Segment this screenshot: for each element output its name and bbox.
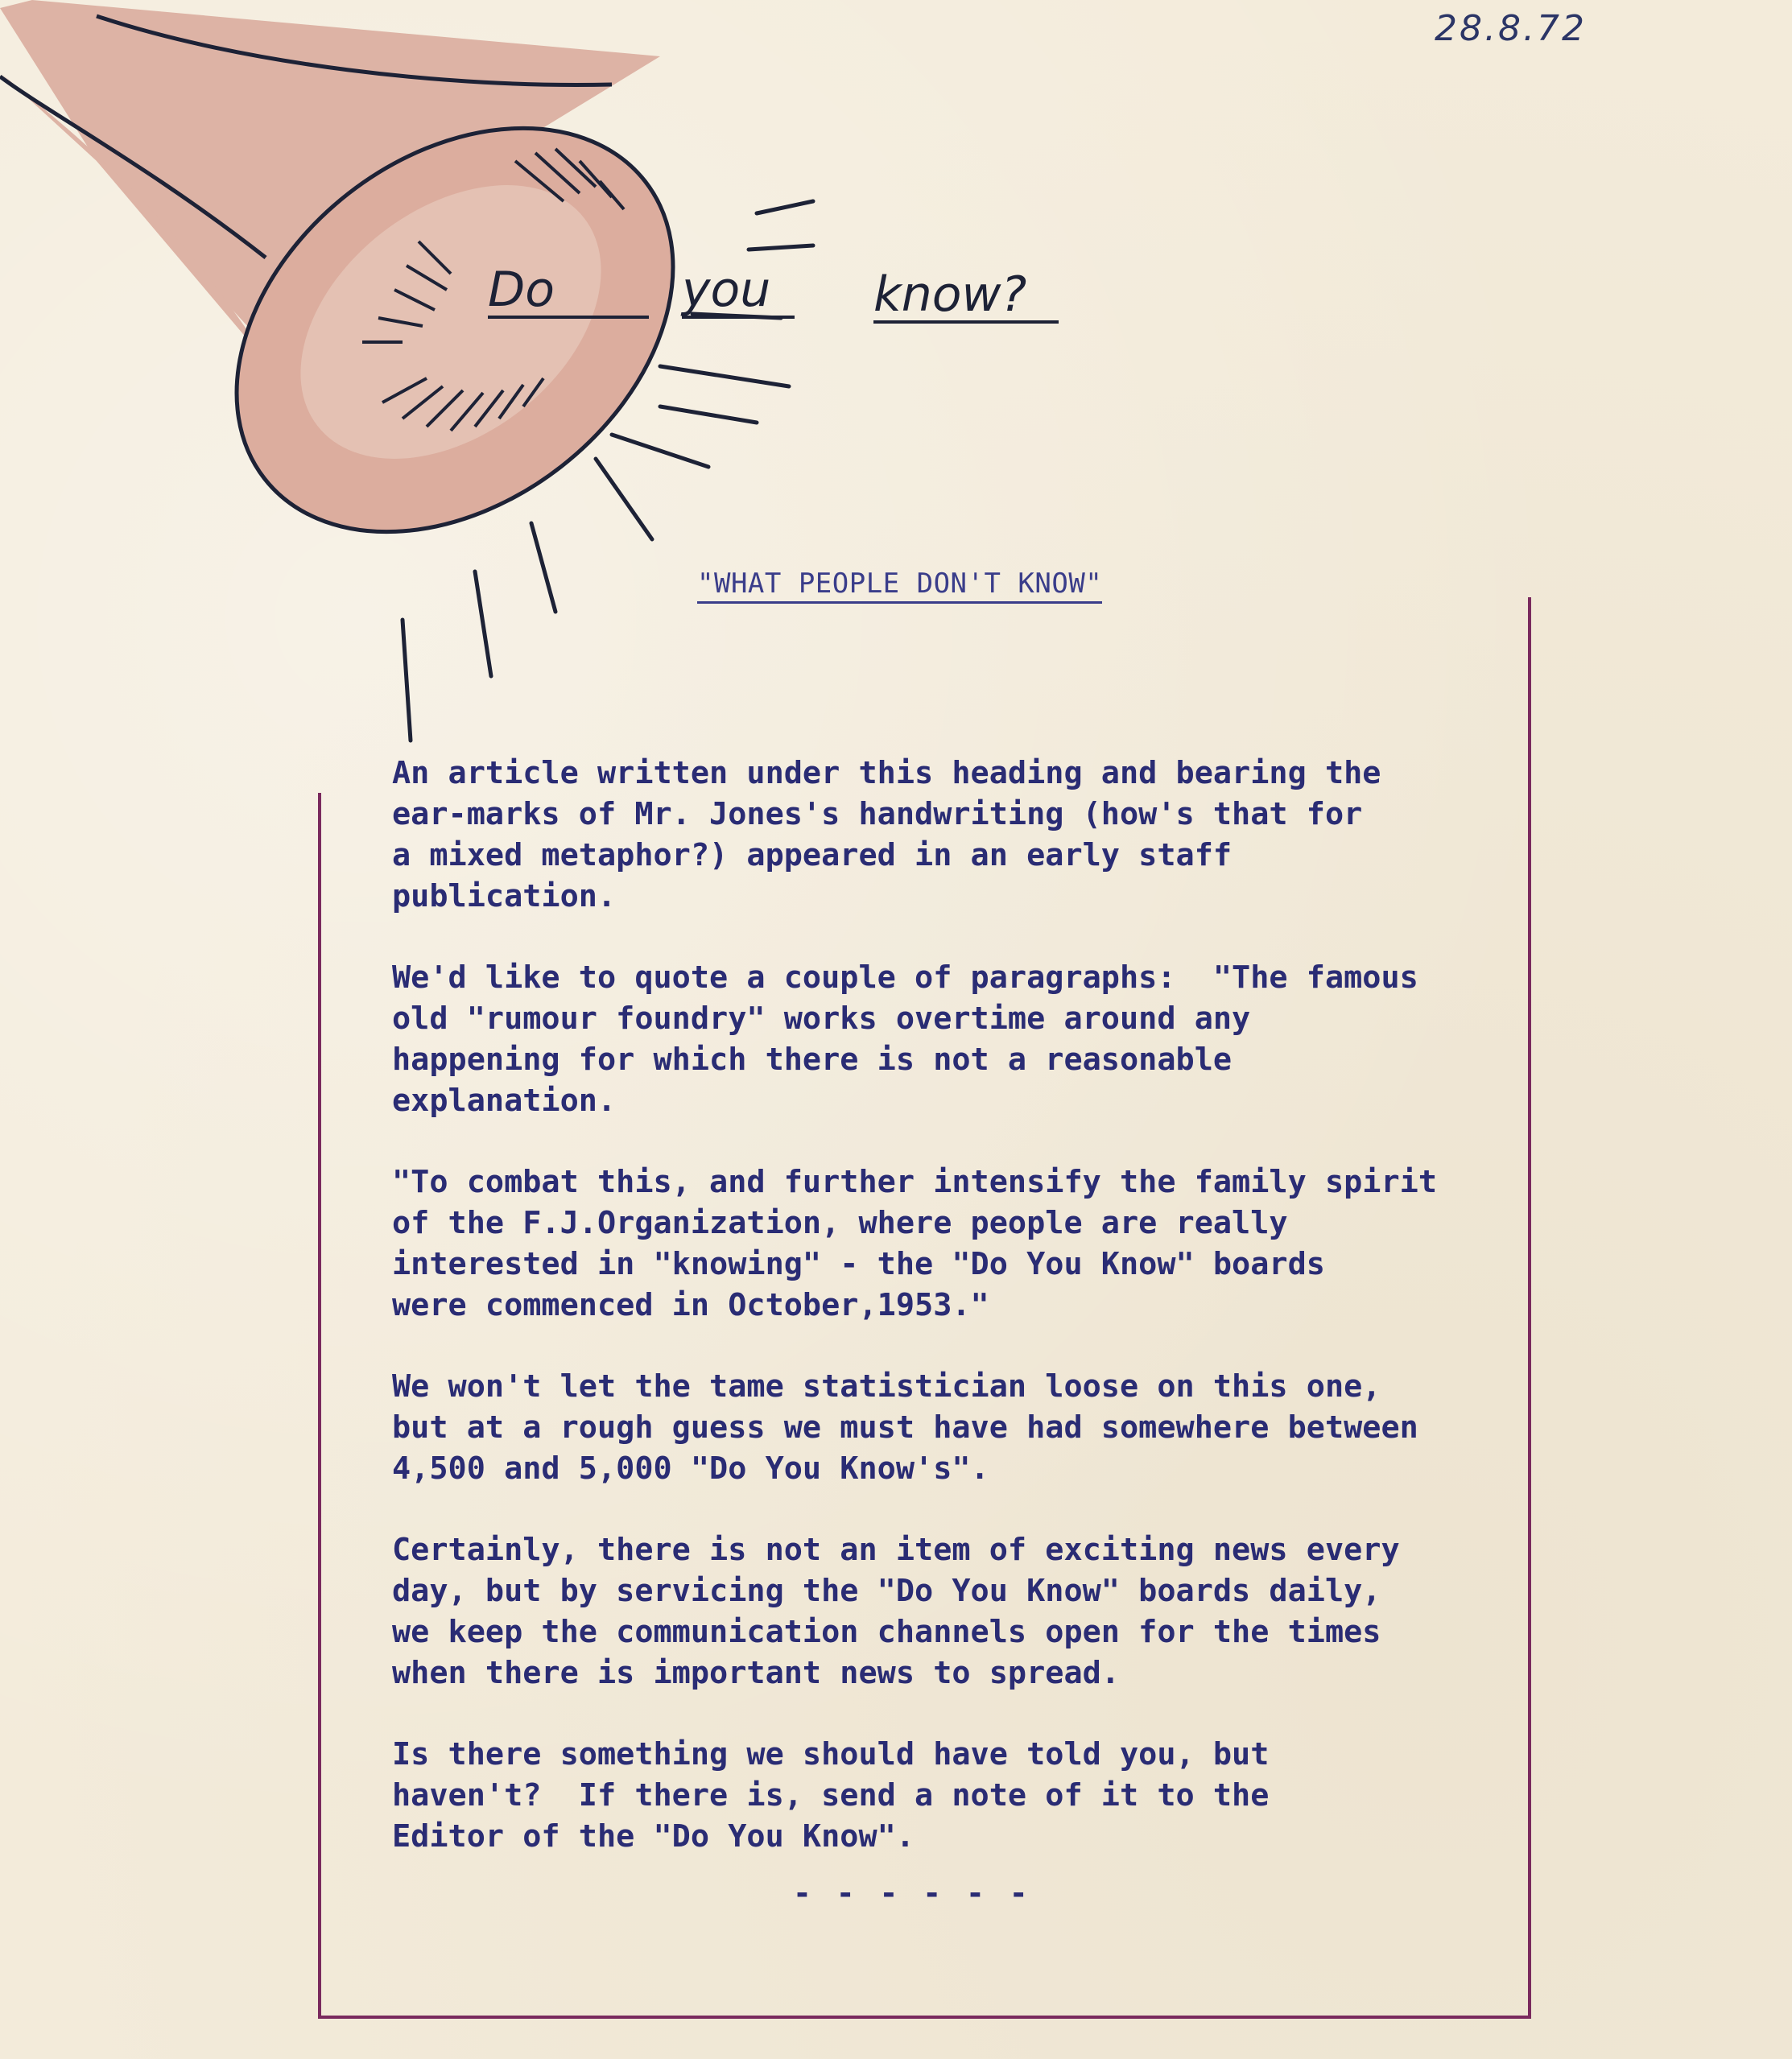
frame-border-left xyxy=(318,793,321,2019)
headline-word-do: Do xyxy=(488,266,649,319)
headline-word-know: know? xyxy=(873,270,1059,324)
frame-border-bottom xyxy=(318,2016,1531,2019)
paragraph-2: We'd like to quote a couple of paragraphs: "The famous old "rumour foundry" works overtime around any happening for which there is not a reasonable explanation. xyxy=(392,959,1418,1119)
paragraph-4: We won't let the tame statistician loose on this one, but at a rough guess we must have had somewhere between 4,500 and 5,000 "Do You Know's". xyxy=(392,1368,1418,1487)
article-body xyxy=(392,753,1523,1897)
trumpet-illustration xyxy=(0,0,886,765)
paragraph-1: An article written under this heading and bearing the ear-marks of Mr. Jones's handwriting (how's that for a mixed metaphor?) appeared in an early staff publication. xyxy=(392,755,1381,914)
headline-word-you: you xyxy=(682,266,795,319)
paragraph-3: "To combat this, and further intensify the family spirit of the F.J.Organization, where people are really interested in "knowing" - the "Do You Know" boards were commenced in October,1953." xyxy=(392,1164,1438,1323)
paragraph-5: Certainly, there is not an item of exciting news every day, but by servicing the "Do You Know" boards daily, we keep the communication channels open for the times when there is important news to spread. xyxy=(392,1532,1400,1691)
article-title: "WHAT PEOPLE DON'T KNOW" xyxy=(697,567,1102,604)
paragraph-6: Is there something we should have told you, but haven't? If there is, send a note of it to the Editor of the "Do You Know". xyxy=(392,1736,1270,1855)
handwritten-date: 28.8.72 xyxy=(1435,8,1587,49)
frame-border-right xyxy=(1528,597,1531,2019)
closing-dashes: - - - - - - xyxy=(793,1875,1031,1911)
